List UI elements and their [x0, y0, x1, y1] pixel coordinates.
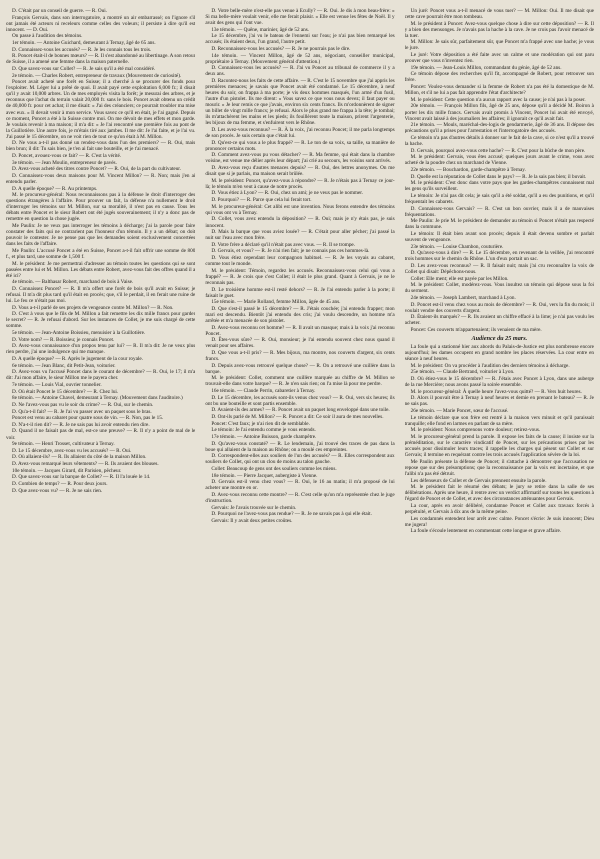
paragraph: Ce témoin dépose des recherches qu'il fit, accompagné de Robert, pour retrouver son frère. — [404, 71, 594, 84]
paragraph: M. le procureur-général: Cet alibi est une invention. Nous ferons entendre des témoins qui vous ont vu à Ternay. — [205, 203, 395, 216]
paragraph: D. Qu'avez-vous à dire? — R. Le 15 décembre, en revenant de la veillée, j'ai rencontré trois hommes sur le chemin du Rhône. L'un d'eux portait un sac. — [404, 250, 594, 263]
paragraph: D. Connaissez-vous les accusés? — R. Je les connais tous les trois. — [12, 46, 152, 53]
paragraph: 3e témoin. — Jean Moulin, entrepreneur de pavés. — [12, 159, 117, 166]
paragraph: M. Millon: Je sais sûr, parfaitement sûr, que Poncet m'a frappé avec une hache; je vous le jure. — [404, 39, 594, 52]
paragraph: M. le président: Je me permettrai d'adresser au témoin toutes les questions qui se sont passées entre lui et M. Millon. Les débats entre Robert, avez-vous fait des offres quand il a été ici? — [6, 260, 196, 279]
paragraph: M. le président fait le résumé des débats; le jury se retire dans la salle de ses délibérations. Après une heure, il rentre avec un verdict affirmatif sur toutes les questions à l'égard de Poncet et de Collet, et avec des circonstances atténuantes pour Gervais. — [404, 484, 594, 503]
paragraph: 25e témoin. — Claude Bertrand, voiturier à Lyon. — [410, 369, 515, 376]
paragraph: D. C'était par un conseil de guerre. — R. Oui. — [12, 8, 108, 14]
paragraph: D. Vous étiez à Lyon? — R. Oui, chez un ami; je ne veux pas le nommer. — [211, 190, 363, 197]
paragraph: D. Avez-vous acheté des titres contre Poncet? — R. Oui, de la part du cultivateur. — [12, 166, 182, 173]
paragraph: D. Ont-ils parlé de M. Millon? — R. Poncet a dit: Ce soir il aura de mes nouvelles. — [211, 414, 384, 420]
paragraph: 13e témoin. — Quêne, marinier, âgé de 52 ans. — [211, 26, 310, 33]
paragraph: Poncet est venu au cabaret pour quatre sous de vin. — R. Non, pas le 15. — [12, 415, 164, 422]
paragraph: D. Où était Poncet le 15 décembre? — R. Chez lui. — [12, 388, 119, 395]
paragraph: D. Avez-vous reçu d'autres menaces depuis? — R. Oui, des lettres anonymes. On me disait que si je parlais, ma maison serait brûlée. — [205, 165, 395, 178]
paragraph: D. Que savez-vous sur la barque de Collet? — R. Il l'a louée le 14. — [12, 474, 151, 481]
paragraph: 16e témoin. — Claude Perrin, cabaretier à Ternay. — [211, 388, 316, 395]
paragraph: M. le président: Gervais, vous êtes accusé; quelques jours avant le crime, vous avez acheté de la poudre chez un marchand de Vienne. — [404, 154, 594, 167]
paragraph: Le témoin: Je n'ai pas dit cela; je sais qu'il a été soldat, qu'il a eu des punitions, et qu'il fréquentait les cabarets. — [404, 192, 594, 205]
paragraph: La foule s'écoule lentement en commentant cette longue et grave affaire. — [410, 528, 562, 535]
paragraph: D. Ne l'avez-vous pas vu le soir du crime? — R. Oui, sur le chemin. — [12, 401, 154, 408]
paragraph: Me Paulin: Je ne veux pas interroger les témoins à décharge; j'ai la parole pour faire constater des faits qui ne contrarient pas l'honneur d'un témoin. Il y a un débat; on doit pouvoir le contester. Je ne pense pas que les demandes soient exclusivement concertées dans les faits de l'affaire. — [6, 223, 196, 248]
paragraph: D. Votre frère a déclaré qu'il n'était pas avec vous. — R. Il se trompe. — [211, 241, 356, 248]
paragraph: D. Êtes-vous sûre? — R. Oui, monsieur; je l'ai entendu souvent chez nous quand il venait pour ses affaires. — [205, 337, 395, 350]
paragraph: D. A quelle époque? — R. Après le jugement de la cour royale. — [12, 356, 143, 363]
paragraph: D. Collet, vous avez entendu la déposition? — R. Oui; mais je n'y étais pas, je suis innocent. — [205, 216, 395, 229]
paragraph: 18e témoin. — Pierre Jacquet, aubergiste à Vienne. — [211, 472, 318, 479]
paragraph: Collet: Elle ment; elle est payée par les Millon. — [410, 275, 509, 282]
paragraph: D. Comment avez-vous pu vous détacher? — R. Ma femme, qui était dans la chambre voisine, est venue me délier après leur départ; j'ai crié au secours, les voisins sont arrivés. — [205, 152, 395, 165]
paragraph: La foule qui a stationné hier aux abords du Palais-de-Justice est plus nombreuse encore aujourd'hui; les dames occupent en grand nombre les places réservées. La cour entre en séance à neuf heures. — [404, 344, 594, 363]
paragraph: Gervais: Je l'avais trouvée sur le chemin. — [211, 504, 297, 511]
paragraph: D. Les avez-vous reconnus? — R. Il faisait nuit; mais j'ai cru reconnaître la voix de Collet qui disait: Dépêchons-nous. — [404, 262, 594, 275]
paragraph: D. Avez-vous connaissance d'un propos tenu par lui? — R. Il m'a dit: Je ne veux plus rien perdre, j'ai une indulgence qui me manque. — [6, 343, 196, 356]
paragraph: D. Poncet, avouez-vous ce fait? — R. C'est la vérité. — [12, 153, 122, 160]
paragraph: D. Avez-vous vu l'accusé Poncet dans le courant de décembre? — R. Oui, le 17; il m'a dit: J'ai mon affaire, le sieur Millon me le payera cher. — [6, 369, 196, 382]
paragraph: La cour, après en avoir délibéré, condamne Poncet et Collet aux travaux forcés à perpétuité, et Gervais à dix ans de la même peine. — [404, 502, 594, 515]
paragraph: 24e témoin. — Joseph Lambert, marchand à Lyon. — [410, 294, 516, 301]
paragraph: D. Connaissez Poncet? — R. Il m'a offert une forêt de bois qu'il avait en Suisse; je refusai. Il m'a dit plus tard qu'il était en procès; que, s'il le perdait, il en ferait une ruine de lui. Le feu ce n'était pas moi. — [6, 285, 196, 305]
paragraph: Les défenseurs de Collet et de Gervais prennent ensuite la parole. — [410, 477, 547, 484]
paragraph: M. le procureur-général: À quelle heure l'avez-vous quitté? — R. Vers huit heures. — [410, 388, 582, 395]
paragraph: M. le président: Collet, modérez-vous. Vous insultez un témoin qui dépose sous la foi du serment. — [404, 282, 594, 295]
paragraph: D. Vous étiez cependant leur compagnon habituel. — R. Je les voyais au cabaret, comme tout le monde. — [205, 255, 395, 268]
paragraph: D. N'a-t-il rien dit? — R. Je ne sais pas lui avoir entendu rien dire. — [12, 421, 150, 428]
paragraph: D. Où allaient-ils? — R. Ils allaient du côté de la maison Millon. — [12, 454, 147, 461]
paragraph: M. le procureur-général: Nous reconnaissons pas à la défense le droit d'interroger des questions étrangères à l'affaire. Pour prouver un fait, la défense n'a nullement le droit d'interroger les témoins sur M. Millon, sur sa moralité, il n'est pas en cause. Tous les débats entre Poncet et le sieur Robert ont été jugés souverainement; il n'y a donc pas de remettre en question la chose jugée. — [6, 192, 196, 223]
paragraph: D. Connaissez-vous Gervais? — R. C'est un bon ouvrier, mais il a de mauvaises fréquentations. — [404, 205, 594, 218]
paragraph: D. Votre belle-mère n'est-elle pas venue à Ecully? — R. Oui. Je dis à mon beau-frère: « Si ma belle-mère voulait venir, elle me ferait plaisir. » Elle est venue les fêtes de Noël. Il y avait des gens qui l'ont vue. — [205, 8, 395, 27]
paragraph: D. Mais la barque que vous aviez louée? — R. C'était pour aller pêcher; j'ai passé la nuit sur l'eau avec mon frère. — [205, 229, 395, 242]
paragraph: 10e témoin. — Jacques Girard, dit Parisien, pêcheur. — [12, 467, 122, 474]
paragraph: D. Gervais, pourquoi avez-vous cette hache? — R. C'est pour la bûche de mon père. — [410, 147, 586, 154]
paragraph: Poncet: C'est faux; je n'ai rien dit de semblable. — [211, 420, 310, 427]
paragraph: 17e témoin. — Antoine Buisson, garde champêtre. — [211, 433, 317, 440]
paragraph: Poncet avait acheté une forêt en Suisse; il a cherché à se procurer des fonds pour l'exploiter. M. Léger lui a prêté de quoi. Il avait payé cette exploitation 6,000 fr.; il disait qu'il y avait 10,000 arbres. Un de mes employés visita la forêt; je mesurai des arbres, et je reconnus que l'achat du terrain valait 20,000 fr. sans le bois. Poncet avait obtenu un crédit de 40,000 fr. pour cet achat; il me disait: « J'ai des créanciers; ce pourrait troubler ma mise avec eux. » Il devait venir à mon service. Vous savez ce qu'il en était, je l'ai gagné. Depuis ce moment, Poncet a été à la Suisse contre moi. On me dévoit de mes effets et mon garde. Je voulais revenir à ma maison; il m'a dit: « Je l'ai rencontré une première fois au pont de la Guillotière. Une autre fois, je m'étais tiré aux jambes. Il me dit: Je l'ai faite, et je l'ai vu. J'ai passé le 15 décembre, on ne voit rien de tout ce qu'on était à M. Millon. — [6, 79, 196, 140]
paragraph: D. Quand il ne faisait pas de mal, est-ce une preuve? — R. Il n'y a point de mal de le voir. — [6, 428, 196, 441]
paragraph: D. Le 15 décembre, avez-vous vu les accusés? — R. Oui. — [12, 447, 132, 454]
paragraph: D. Poncet est-il venu chez vous au mois de décembre? — R. Oui, vers la fin du mois; il voulait vendre des couverts d'argent. — [404, 301, 594, 314]
paragraph: Poncet: Voulez-vous demander si la femme de Robert n'a pas été la domestique de M. Millon, et s'il ne lui a pas fait apprendre l'état d'architecte? — [404, 84, 594, 97]
text-column-2 — [205, 8, 394, 853]
paragraph: D. Quelle est la réputation de Collet dans le pays? — R. Je la sais pas bien; il buvait. — [410, 173, 587, 180]
paragraph: D. Où étiez-vous le 15 décembre? — R. J'étais avec Poncet à Lyon, dans une auberge de la rue Mercière; nous avons passé la soirée ensemble. — [404, 376, 594, 389]
paragraph: D. Connaissez-vous deux maisons pour M. Vincent Millon? — R. Non; mais j'en ai entendu parler. — [6, 172, 196, 185]
paragraph: Le témoin: Je l'ai entendu comme je vous entends. — [211, 427, 316, 434]
paragraph: 15e témoin. — Marie Rolland, femme Millon, âgée de 45 ans. — [211, 299, 341, 306]
paragraph: 7e témoin. — Louis Vial, ouvrier tonnelier. — [12, 381, 102, 388]
paragraph: D. Pourquoi ne l'avez-vous pas rendue? — R. Je ne savais pas à qui elle était. — [211, 511, 372, 518]
paragraph: Me Paulin: L'accusé Poncet a été en Suisse, Poncet a-t-il fait offrir une somme de 800 f., et plus tard, une somme de 1,500 f. — [6, 247, 196, 260]
paragraph: D. A quelle époque? — R. Au printemps. — [12, 185, 98, 192]
paragraph: 26e témoin. — Marie Poncet, sœur de l'accusé. — [410, 408, 509, 415]
paragraph: D. Alors il pouvait être à Ternay à neuf heures et demie en prenant le bateau? — R. Je ne sais pas. — [404, 395, 594, 408]
paragraph: M. le président à Poncet: Avez-vous quelque chose à dire sur cette déposition? — R. Il y a bien des mensonges. Je n'avais pas la hache à la cave. Je ne crois pas l'avoir menacé de la tuer. — [404, 20, 594, 39]
paragraph: D. Gervais est-il venu chez vous? — R. Oui, le 16 au matin; il m'a proposé de lui acheter une montre en or. — [205, 479, 395, 492]
paragraph: Un juré: Poncet vous a-t-il menacé de vous tuer? — M. Millon: Oui. Il me disait que cette cave pourrait être mon tombeau. — [404, 8, 594, 21]
paragraph: R. Poncet était-il de bonnes mœurs? — R. Il s'est abandonné au libertinage. A son retour de Suisse, il a amené une femme dans la maison paternelle. — [6, 53, 196, 66]
paragraph: 19e témoin. — Jean-Louis Millon, commandant du génie, âgé de 52 ans. — [410, 64, 562, 71]
paragraph: Gervais: Il y avait deux petites croûtes. — [211, 517, 293, 524]
paragraph: D. Avez-vous reconnu cette montre? — R. C'est celle qu'on m'a représentée chez le juge d'instruction. — [205, 491, 395, 504]
paragraph: D. Vous a-t-il parlé de ses projets de vengeance contre M. Millon? — R. Non. — [12, 304, 174, 311]
paragraph: 21e témoin. — Mouls, maréchal-des-logis de gendarmerie, âgé de 36 ans. Il dépose des précautions qu'il a prises pour l'arrestation et l'interrogatoire des accusés. — [404, 122, 594, 135]
section-heading: Audience du 25 mars. — [471, 335, 528, 343]
paragraph: D. Depuis avez-vous retrouvé quelque chose? — R. On a retrouvé une cuillère dans la barque. — [205, 362, 395, 375]
paragraph: M. le président: Collet, comment une cuillère marquée au chiffre de M. Millon se trouvait-elle dans votre barque? — R. Je n'en sais rien; on l'a mise là pour me perdre. — [205, 375, 395, 388]
paragraph: D. Étaient-ils marqués? — R. Ils avaient un chiffre effacé à la lime; je n'ai pas voulu les acheter. — [404, 314, 594, 327]
paragraph: M. le président: Poncet, qu'avez-vous à répondre? — R. Je n'étais pas à Ternay ce jour-là; le témoin m'en veut à cause de notre procès. — [205, 177, 395, 190]
paragraph: 20e témoin. — François Millon fils, âgé de 25 ans, dépose qu'il a décidé M. Boiron à porter les dix mille francs. Gervais avait promis à Vincent, Poncet lui avait été envoyé, Vincent avait laissé à des journaliers les affaires; il ignorait ce qu'il avait fait. — [404, 103, 594, 122]
paragraph: D. Connaissez-vous les accusés? — R. J'ai vu Poncet au tribunal de commerce il y a deux ans. — [205, 65, 395, 78]
paragraph: Me Paulin présente la défense de Poncet; il s'attache à démontrer que l'accusation ne repose que sur des présomptions; que la reconnaissance par la voix est incertaine, et que l'alibi n'a pas été détruit. — [404, 458, 594, 477]
paragraph: D. Que savez-vous sur Collet? — R. Je sais qu'il a été mal considéré. — [12, 65, 156, 72]
paragraph: D. Racontez-nous les faits de cette affaire. — R. C'est le 15 novembre que j'ai appris les premières menaces; je savais que Poncet avait été condamné. Le 15 décembre, à neuf heures du soir, on frappa à ma porte; je vis deux hommes masqués, l'un armé d'un fusil, l'autre d'un pistolet. Ils me dirent: « Vous savez ce que vous nous devez; il faut payer ou mourir. » Je leur remis ce que j'avais, environ six cents francs. Ils m'ordonnèrent de signer un billet de vingt mille francs; je refusai. Alors le plus grand me frappa à la tête; je tombai; ils m'attachèrent les mains et les pieds; ils fouillèrent toute la maison, prirent l'argenterie, les bijoux de ma femme, et s'enfuirent vers le Rhône. — [205, 78, 395, 127]
paragraph: D. Le troisième homme est-il resté dehors? — R. Je l'ai entendu parler à la porte; il faisait le guet. — [205, 286, 395, 299]
text-column-3 — [405, 8, 594, 853]
paragraph: D. Que avez-vous vu? — R. Je ne sais rien. — [12, 487, 103, 494]
paragraph: 22e témoin. — Bouchardon, garde-champêtre à Ternay. — [410, 166, 526, 173]
paragraph: D. Ne vous a-t-il pas donné un rendez-vous dans l'un des premiers? — R. Oui, mais bien brun; il dit: Tu sais bien, je t'en ai fait une bouteille, et je t'ai menacé. — [6, 140, 196, 153]
paragraph: 8e témoin. — Antoine Chavel, demeurant à Ternay. (Mouvement dans l'auditoire.) — [12, 395, 183, 402]
paragraph: 9e témoin. — Henri Trosset, cultivateur à Ternay. — [12, 441, 115, 448]
paragraph: D. Gervais, et vous? — R. Je n'ai rien fait; je ne connais pas ces hommes-là. — [211, 248, 370, 255]
paragraph: Le témoin: Il était bien avant son procès; depuis il était devenu sombre et parlait souvent de vengeance. — [404, 230, 594, 243]
paragraph: 4e témoin. — Balthasar Robert, marchand de bois à Vaise. — [12, 279, 134, 286]
paragraph: D. Que s'est-il passé le 15 décembre? — R. J'étais couchée; j'ai entendu frapper; mon mari est descendu. Bientôt j'ai entendu des cris; j'ai voulu descendre, un homme m'a arrêtée et m'a menacée de son pistolet. — [205, 305, 395, 324]
paragraph: D. Correspondent-elles aux souliers de l'un des accusés? — R. Elles correspondent aux souliers de Collet, qui ont un clou de moins au talon gauche. — [205, 453, 395, 466]
paragraph: D. Pourquoi? — R. Parce que cela lui ferait tort. — [211, 197, 312, 204]
paragraph: Le témoin déclare que son frère est rentré à la maison vers minuit et qu'il paraissait tranquille; elle fond en larmes en parlant de sa mère. — [404, 414, 594, 427]
paragraph: Les condamnés entendent leur arrêt avec calme. Poncet s'écrie: Je suis innocent; Dieu me jugera! — [404, 515, 594, 528]
paragraph: M. le président: Nous comprenons votre douleur; retirez-vous. — [410, 427, 541, 434]
text-column-1 — [6, 8, 195, 853]
paragraph: M. le président: Cette question n'a aucun rapport avec la cause; je n'ai pas à la poser. — [410, 96, 586, 103]
paragraph: Le juré: Votre déposition a été faite avec un calme et une modération qui ont paru prouver que vous n'inventez rien. — [404, 52, 594, 65]
paragraph: D. C'est à vous que le fils de M. Millon a fait remettre les dix mille francs pour garder le secret? — R. Je refusai d'abord. Sur les instances de Collet, je me suis chargé de cette somme. — [6, 311, 196, 330]
paragraph: D. Le 15 décembre, les accusés sont-ils venus chez vous? — R. Oui, vers six heures; ils ont bu une bouteille et sont partis ensemble. — [205, 394, 395, 407]
paragraph: 14e témoin. — Vincent Millon, âgé de 52 ans, négociant, conseiller municipal, propriétaire à Ternay. (Mouvement général d'attention.) — [205, 52, 395, 65]
paragraph: Collet: Beaucoup de gens ont des souliers comme les miens. — [211, 465, 337, 472]
paragraph: 1er témoin. — Antoine Guichard, demeurant à Ternay, âgé de 65 ans. — [12, 40, 156, 47]
paragraph: D. Qu'a-t-il fait? — R. Je l'ai vu passer avec un paquet sous le bras. — [12, 408, 152, 415]
paragraph: 23e témoin. — Louise Chambon, couturière. — [410, 243, 504, 250]
paragraph: D. Les avez-vous reconnus? — R. À la voix, j'ai reconnu Poncet; il me parla longtemps de son procès. Je suis certain que c'était lui. — [205, 127, 395, 140]
paragraph: Le 15 décembre, j'ai vu le bateau de l'ennemi sur l'eau; je n'ai pas bien remarqué les accusés; ils étaient deux, l'un grand, l'autre petit. — [205, 33, 395, 46]
paragraph: D. Qu'est-ce qui vous a le plus frappé? — R. Le ton de sa voix, sa taille, sa manière de prononcer certains mots. — [205, 139, 395, 152]
paragraph: D. Avaient-ils des armes? — R. Poncet avait un paquet long enveloppé dans une toile. — [211, 407, 390, 414]
paragraph: M. le président: C'est donc dans votre pays que les gardes-champêtres connaissent mal les gens qu'ils surveillent. — [404, 180, 594, 193]
paragraph: 6e témoin. — Jean Blanc, dit Petit-Jean, voiturier. — [12, 362, 116, 369]
paragraph: M. le procureur-général prend la parole. Il expose les faits de la cause; il insiste sur la préméditation, sur le caractère vindicatif de Poncet, sur les précautions prises par les accusés pour dissimuler leurs traces; il rappelle les charges qui pèsent sur Collet et sur Gervais; il termine en requérant contre les trois accusés l'application sévère de la loi. — [404, 434, 594, 459]
paragraph: Me Paulin: Je prie M. le président de demander au témoin si Poncet n'était pas respecté dans la commune. — [404, 218, 594, 231]
paragraph: D. Que vous a-t-il pris? — R. Mes bijoux, ma montre, nos couverts d'argent, six cents francs. — [205, 349, 395, 363]
paragraph: D. Avez-vous reconnu cet homme? — R. Il avait un masque; mais à la voix j'ai reconnu Poncet. — [205, 324, 395, 337]
paragraph: François Gervais, dans son interrogatoire, a montré un air embarrassé; on l'ignore s'il ont jamais été acteurs ni receleurs comme celles des voleurs; il persiste à dire qu'il est innocent. — D. Oui. — [6, 14, 196, 33]
paragraph: M. le président: Témoin, regardez les accusés. Reconnaissez-vous celui qui vous a frappé? — R. Je crois que c'est Collet; il était le plus grand. Quant à Gervais, je ne le reconnais pas. — [205, 267, 395, 286]
paragraph: 5e témoin. — Jean-Antoine Boissieu, menuisier à la Guillotière. — [12, 330, 146, 337]
paragraph: M. le président: On va procéder à l'audition des derniers témoins à décharge. — [410, 362, 570, 369]
paragraph: D. Votre nom? — R. Boissieu; je connais Poncet. — [12, 336, 115, 343]
paragraph: Poncet: Ces couverts m'appartenaient; ils venaient de ma mère. — [410, 326, 542, 333]
paragraph: Ce témoin n'a pas d'autres détails à donner sur le fait de la cave, si ce n'est qu'il a trouvé la hache. — [404, 134, 594, 147]
newspaper-page — [6, 8, 594, 853]
paragraph: 2e témoin. — Charles Robert, entrepreneur de travaux (Mouvement de curiosité). — [12, 72, 182, 79]
paragraph: D. Reconnaissez-vous les accusés? — R. Je ne pourrais pas le dire. — [211, 46, 351, 53]
paragraph: On passe à l'audition des témoins. — [12, 33, 83, 40]
paragraph: D. Avez-vous remarqué leurs vêtements? — R. Ils avaient des blouses. — [12, 461, 159, 468]
paragraph: D. Combien de temps? — R. Pour deux jours. — [12, 481, 108, 487]
paragraph: D. Qu'avez-vous constaté? — R. Le lendemain, j'ai trouvé des traces de pas dans la boue qui allaient de la maison au Rhône; on a moulé ces empreintes. — [205, 440, 395, 453]
